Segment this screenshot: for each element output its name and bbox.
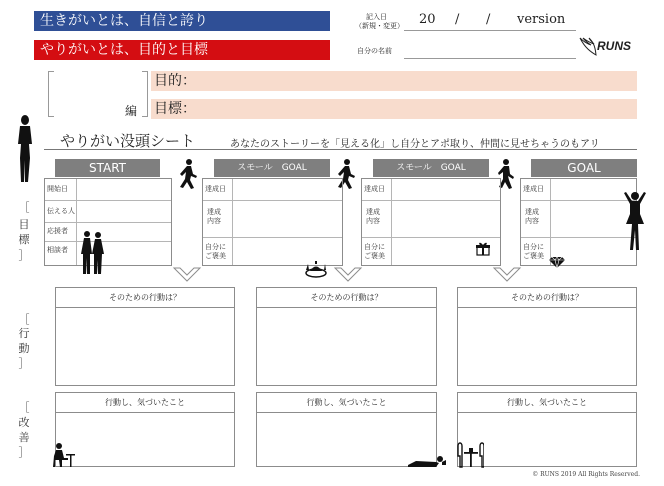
goal-bracket-open: ［	[18, 201, 30, 214]
stage-small1-header: スモール GOAL	[214, 159, 330, 177]
date-underline	[404, 30, 576, 31]
goal-box-divider	[550, 179, 551, 265]
dinner-plate-icon	[305, 258, 327, 278]
person-at-table-icon	[52, 442, 76, 468]
action-bracket-open: ［	[18, 313, 30, 326]
small2-row-label-3: 自分に ご褒美	[364, 243, 385, 260]
runner-icon	[176, 158, 198, 190]
sheet-title: やりがい没頭シート	[60, 132, 196, 150]
standing-woman-icon	[14, 114, 36, 184]
edition-label: 編	[125, 104, 138, 118]
copyright: © RUNS 2019 All Rights Reserved.	[532, 471, 640, 478]
improve-bracket-open: ［	[18, 401, 30, 414]
start-row-label-1: 開始日	[47, 185, 68, 193]
small1-row-line-1	[203, 200, 342, 201]
start-row-label-2: 伝える人	[47, 207, 75, 215]
purpose-label: 目的：	[154, 73, 196, 89]
goal-bracket-close: ］	[18, 249, 30, 262]
reflection-box-2-title: 行動し、気づいたこと	[257, 393, 436, 413]
sheet-tagline: あなたのストーリーを「見える化」し自分とアポ取り、仲間に見せちゃうのもアリ	[230, 139, 600, 150]
name-label: 自分の名前	[357, 47, 392, 55]
start-row-line-2	[45, 222, 171, 223]
purpose-field[interactable]	[151, 71, 637, 91]
start-box	[44, 178, 172, 266]
small2-box-divider	[391, 179, 392, 265]
edition-bracket-right	[142, 71, 148, 117]
start-row-label-4: 相談者	[47, 246, 68, 254]
supporters-icon	[80, 230, 106, 276]
gift-icon	[476, 241, 490, 256]
small2-row-label-2: 達成 内容	[366, 208, 380, 225]
chevron-down-icon	[172, 266, 202, 284]
action-box-2[interactable]	[256, 287, 437, 386]
goal-label: 目標：	[154, 101, 196, 117]
goal-row-line-1	[521, 200, 636, 201]
stage-small2-header: スモール GOAL	[373, 159, 489, 177]
cafe-table-icon	[456, 442, 484, 468]
start-row-line-3	[45, 241, 171, 242]
goal-row-label-1: 達成日	[523, 185, 544, 193]
entry-date-sub: （新規・変更）	[355, 22, 404, 30]
entry-date-label: 記入日	[366, 13, 387, 21]
banner-purpose-of-life: 生きがいとは、自信と誇り	[34, 11, 330, 31]
diamond-icon	[549, 256, 565, 268]
goal-char-1: 目	[18, 218, 30, 231]
start-row-label-3: 応援者	[47, 227, 68, 235]
celebrating-woman-icon	[622, 190, 648, 252]
title-divider	[44, 149, 637, 150]
chevron-down-icon-3	[492, 266, 522, 284]
small2-row-line-1	[362, 200, 500, 201]
stage-goal-header: GOAL	[531, 159, 637, 177]
goal-field[interactable]	[151, 99, 637, 119]
action-box-3[interactable]	[457, 287, 637, 386]
small1-row-label-2: 達成 内容	[207, 208, 221, 225]
edition-bracket-left	[48, 71, 54, 117]
start-row-line-1	[45, 200, 171, 201]
goal-char-2: 標	[18, 233, 30, 246]
reflection-box-3[interactable]	[457, 392, 637, 467]
action-char-1: 行	[18, 327, 30, 340]
action-box-2-title: そのための行動は？	[257, 288, 436, 308]
small2-row-label-1: 達成日	[364, 185, 385, 193]
action-box-1-title: そのための行動は？	[56, 288, 234, 308]
small1-row-label-1: 達成日	[205, 185, 226, 193]
banner-worthwhile: やりがいとは、目的と目標	[34, 40, 330, 60]
name-underline[interactable]	[404, 58, 576, 59]
date-year[interactable]: 20	[419, 12, 436, 27]
date-sep-1: /	[455, 12, 460, 27]
improve-bracket-close: ］	[18, 446, 30, 459]
improve-char-2: 善	[18, 431, 30, 444]
goal-row-label-3: 自分に ご褒美	[523, 243, 544, 260]
small2-row-line-2	[362, 237, 500, 238]
goal-box	[520, 178, 637, 266]
goal-row-line-2	[521, 237, 636, 238]
version-label: version	[517, 12, 566, 27]
small1-row-line-2	[203, 237, 342, 238]
lying-reading-icon	[406, 453, 446, 468]
logo-text: RUNS	[597, 39, 632, 53]
small1-box-divider	[232, 179, 233, 265]
action-box-1[interactable]	[55, 287, 235, 386]
reflection-box-3-title: 行動し、気づいたこと	[458, 393, 636, 413]
small-goal-1-box	[202, 178, 343, 266]
goal-row-label-2: 達成 内容	[525, 208, 539, 225]
stage-start-header: START	[55, 159, 160, 177]
date-sep-2: /	[486, 12, 491, 27]
reflection-box-1[interactable]	[55, 392, 235, 467]
action-box-3-title: そのための行動は？	[458, 288, 636, 308]
small1-row-label-3: 自分に ご褒美	[205, 243, 226, 260]
improve-char-1: 改	[18, 416, 30, 429]
action-char-2: 動	[18, 342, 30, 355]
action-bracket-close: ］	[18, 357, 30, 370]
wing-icon	[579, 36, 597, 56]
chevron-down-icon-2	[333, 266, 363, 284]
reflection-box-1-title: 行動し、気づいたこと	[56, 393, 234, 413]
